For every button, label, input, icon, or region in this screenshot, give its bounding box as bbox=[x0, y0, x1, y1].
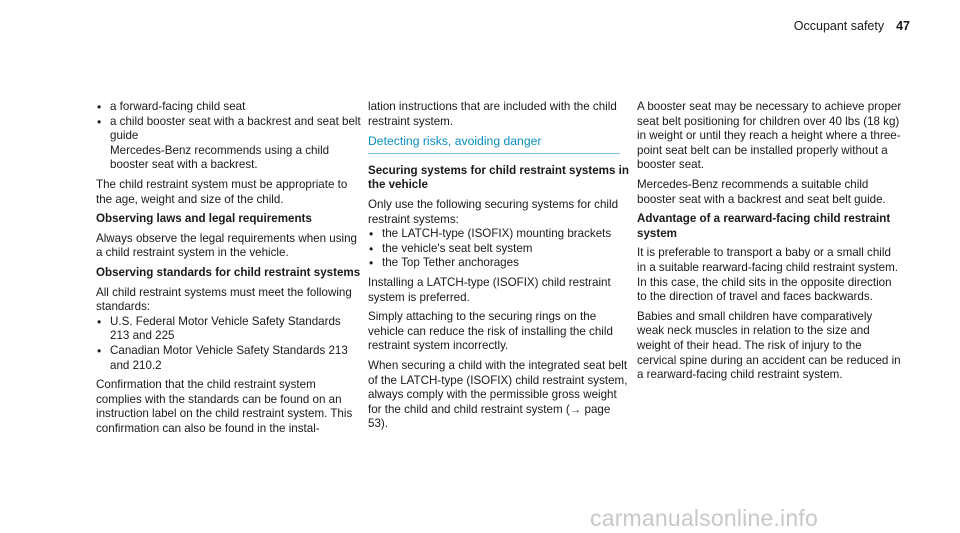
paragraph: When securing a child with the integrated seat belt of the LATCH-type (ISOFIX) child restraint system, always comply with the permissible gross weight for the child and child restraint system (→ page 53). bbox=[368, 358, 628, 431]
list-item: • a forward-facing child seat bbox=[96, 100, 361, 115]
seat-type-list bbox=[96, 100, 361, 144]
section-title: Detecting risks, avoiding danger bbox=[368, 134, 620, 154]
list-item: • Canadian Motor Vehicle Safety Standards 213 and 210.2 bbox=[96, 344, 361, 373]
paragraph: Always observe the legal requirements when using a child restraint system in the vehicle. bbox=[96, 231, 358, 260]
watermark: carmanualsonline.info bbox=[590, 505, 818, 531]
paragraph: The child restraint system must be appropriate to the age, weight and size of the child. bbox=[96, 177, 348, 206]
paragraph: Confirmation that the child restraint system complies with the standards can be found on an instruction label on the child restraint system. This confirmation can also be found in the instal- bbox=[96, 378, 353, 435]
heading-securing-systems: Securing systems for child restraint systems in the vehicle bbox=[368, 163, 629, 192]
paragraph: All child restraint systems must meet the following standards: bbox=[96, 285, 352, 314]
column-1 bbox=[96, 100, 361, 441]
recommendation-note: Mercedes-Benz recommends using a child booster seat with a backrest. bbox=[110, 143, 330, 172]
list-item: • the vehicle's seat belt system bbox=[368, 242, 633, 257]
heading-legal-requirements: Observing laws and legal requirements bbox=[96, 212, 312, 226]
section-name: Occupant safety bbox=[793, 19, 885, 33]
list-item: • the LATCH-type (ISOFIX) mounting brackets bbox=[368, 227, 633, 242]
standards-list bbox=[96, 315, 361, 373]
list-item: • a child booster seat with a backrest and seat belt guide bbox=[96, 115, 361, 144]
list-item: • U.S. Federal Motor Vehicle Safety Standards 213 and 225 bbox=[96, 315, 361, 344]
column-2 bbox=[368, 100, 633, 437]
paragraph: Mercedes-Benz recommends a suitable child booster seat with a backrest and seat belt guide. bbox=[637, 177, 886, 206]
paragraph: Simply attaching to the securing rings on the vehicle can reduce the risk of installing the child restraint system incorrectly. bbox=[368, 310, 613, 353]
column-3 bbox=[637, 100, 902, 388]
paragraph: Only use the following securing systems for child restraint systems: bbox=[368, 197, 619, 226]
paragraph: Installing a LATCH-type (ISOFIX) child restraint system is preferred. bbox=[368, 275, 611, 304]
heading-rearward-facing: Advantage of a rearward-facing child restraint system bbox=[637, 212, 891, 240]
paragraph: Babies and small children have comparatively weak neck muscles in relation to the size and weight of their head. The risk of injury to the cervical spine during an accident can be reduced in a rearward-facing child restraint system. bbox=[637, 309, 901, 382]
paragraph: lation instructions that are included with the child restraint system. bbox=[368, 100, 617, 128]
heading-standards: Observing standards for child restraint systems bbox=[96, 265, 361, 279]
page-number: 47 bbox=[896, 19, 910, 33]
paragraph: A booster seat may be necessary to achieve proper seat belt positioning for children over 40 lbs (18 kg) in weight or until they reach a height where a three-point seat belt can be installed properly without a booster seat. bbox=[637, 100, 902, 172]
securing-systems-list bbox=[368, 227, 633, 271]
list-item: • the Top Tether anchorages bbox=[368, 256, 633, 271]
paragraph: It is preferable to transport a baby or a small child in a suitable rearward-facing child restraint system. In this case, the child sits in the opposite direction to the direction of travel and faces backwards. bbox=[637, 246, 898, 304]
page-header bbox=[794, 19, 910, 33]
